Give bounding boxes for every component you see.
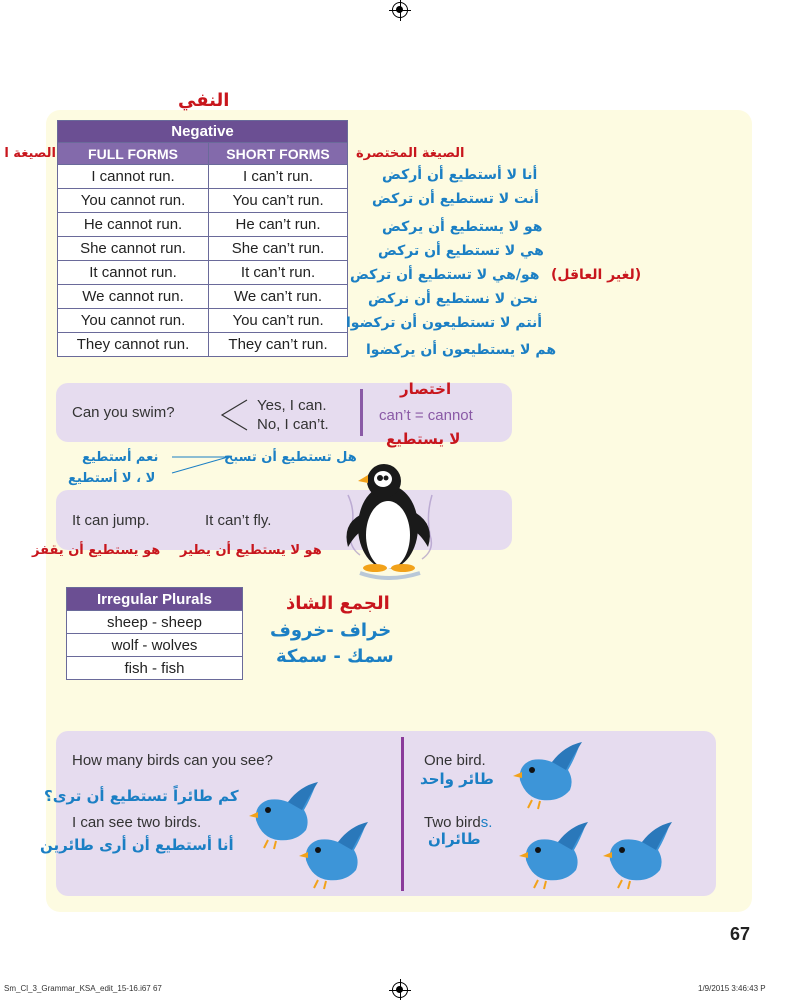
one-bird-ar: طائر واحد bbox=[420, 770, 494, 788]
two-birds-suffix: s. bbox=[480, 814, 493, 831]
full-form-cell: She cannot run. bbox=[58, 237, 209, 261]
swim-question: Can you swim? bbox=[72, 404, 175, 421]
negative-ar-line: نحن لا نستطيع أن نركض bbox=[368, 291, 538, 307]
table-row bbox=[58, 165, 348, 189]
two-birds-ar: طائران bbox=[428, 830, 481, 848]
full-form-cell: You cannot run. bbox=[58, 309, 209, 333]
birds-question-ar: كم طائراً تستطيع أن ترى؟ bbox=[44, 787, 239, 805]
registration-mark-top bbox=[392, 2, 408, 18]
table-row bbox=[58, 237, 348, 261]
short-form-cell: They can’t run. bbox=[209, 333, 348, 357]
full-form-cell: It cannot run. bbox=[58, 261, 209, 285]
birds-answer: I can see two birds. bbox=[72, 814, 202, 831]
full-form-cell: You cannot run. bbox=[58, 189, 209, 213]
table-row bbox=[58, 189, 348, 213]
negative-table-title: Negative bbox=[58, 121, 348, 143]
short-form-cell: You can’t run. bbox=[209, 309, 348, 333]
negative-ar-line: هو/هي لا تستطيع أن تركض bbox=[350, 267, 540, 283]
table-row bbox=[67, 657, 243, 680]
short-form-cell: You can’t run. bbox=[209, 189, 348, 213]
contraction-ar: اختصار bbox=[400, 380, 452, 398]
table-row bbox=[58, 309, 348, 333]
short-form-cell: She can’t run. bbox=[209, 237, 348, 261]
bracket-icon bbox=[219, 398, 249, 432]
sheep-ar: خراف -خروف bbox=[270, 620, 392, 641]
full-form-cell: He cannot run. bbox=[58, 213, 209, 237]
plural-cell: fish - fish bbox=[67, 657, 243, 680]
arrow-lines-icon bbox=[170, 453, 230, 475]
short-form-cell: It can’t run. bbox=[209, 261, 348, 285]
full-forms-header: FULL FORMS bbox=[58, 143, 209, 165]
plural-cell: sheep - sheep bbox=[67, 611, 243, 634]
short-form-cell: We can’t run. bbox=[209, 285, 348, 309]
divider bbox=[360, 389, 363, 436]
short-forms-label-ar: الصيغة المختصرة bbox=[356, 146, 465, 161]
full-form-cell: They cannot run. bbox=[58, 333, 209, 357]
negative-ar-line: أنتم لا تستطيعون أن تركضوا bbox=[346, 315, 543, 331]
full-form-cell: I cannot run. bbox=[58, 165, 209, 189]
footer-left: Sm_Cl_3_Grammar_KSA_edit_15-16.i67 67 bbox=[4, 984, 162, 993]
table-row bbox=[58, 261, 348, 285]
jump-text: It can jump. bbox=[72, 512, 150, 529]
bird-icon bbox=[512, 740, 584, 810]
negative-ar-line: أنا لا أستطيع أن أركض bbox=[382, 167, 538, 183]
swim-question-ar: هل تستطيع أن تسبح bbox=[224, 450, 357, 465]
table-row bbox=[58, 213, 348, 237]
bird-icon bbox=[602, 820, 674, 890]
table-row bbox=[58, 333, 348, 357]
yes-ar: نعم أستطيع bbox=[82, 450, 159, 465]
short-forms-header: SHORT FORMS bbox=[209, 143, 348, 165]
contraction-text: can’t = cannot bbox=[379, 407, 473, 424]
birds-divider bbox=[401, 737, 404, 891]
table-row bbox=[67, 634, 243, 657]
negative-table bbox=[57, 120, 348, 357]
table-row bbox=[67, 611, 243, 634]
full-form-cell: We cannot run. bbox=[58, 285, 209, 309]
table-row bbox=[58, 285, 348, 309]
negative-title-ar: النفي bbox=[178, 90, 230, 111]
two-birds-prefix: Two bird bbox=[424, 814, 481, 831]
non-human-note-ar: (لغير العاقل) bbox=[551, 267, 642, 283]
fish-ar: سمك - سمكة bbox=[276, 646, 394, 667]
cant-ar: لا يستطيع bbox=[386, 430, 461, 448]
two-birds-text bbox=[424, 814, 492, 831]
short-form-cell: He can’t run. bbox=[209, 213, 348, 237]
irregular-plurals-table bbox=[66, 587, 243, 680]
fly-ar: هو لا يستطيع أن يطير bbox=[180, 543, 322, 558]
bird-icon bbox=[298, 820, 370, 890]
negative-ar-line: هي لا تستطيع أن تركض bbox=[378, 243, 544, 259]
negative-ar-line: أنت لا تستطيع أن تركض bbox=[372, 191, 539, 207]
no-answer: No, I can’t. bbox=[257, 416, 329, 433]
irregular-title-ar: الجمع الشاذ bbox=[286, 593, 390, 614]
footer-right: 1/9/2015 3:46:43 P bbox=[698, 984, 766, 993]
full-forms-label-ar: الصيغة ا bbox=[4, 146, 56, 161]
penguin-illustration bbox=[340, 455, 440, 580]
birds-question: How many birds can you see? bbox=[72, 752, 273, 769]
page-number: 67 bbox=[730, 924, 751, 944]
fly-text: It can’t fly. bbox=[205, 512, 272, 529]
negative-ar-line: هو لا يستطيع أن يركض bbox=[382, 219, 543, 235]
negative-ar-line: هم لا يستطيعون أن يركضوا bbox=[366, 342, 557, 358]
birds-answer-ar: أنا أستطيع أن أرى طائرين bbox=[40, 836, 234, 854]
irregular-plurals-title: Irregular Plurals bbox=[67, 588, 243, 611]
no-ar: لا ، لا أستطيع bbox=[68, 471, 156, 486]
registration-mark-bottom bbox=[392, 982, 408, 998]
one-bird-text: One bird. bbox=[424, 752, 486, 769]
yes-answer: Yes, I can. bbox=[257, 397, 327, 414]
short-form-cell: I can’t run. bbox=[209, 165, 348, 189]
jump-ar: هو يستطيع أن يقفز bbox=[32, 543, 161, 558]
bird-icon bbox=[518, 820, 590, 890]
plural-cell: wolf - wolves bbox=[67, 634, 243, 657]
